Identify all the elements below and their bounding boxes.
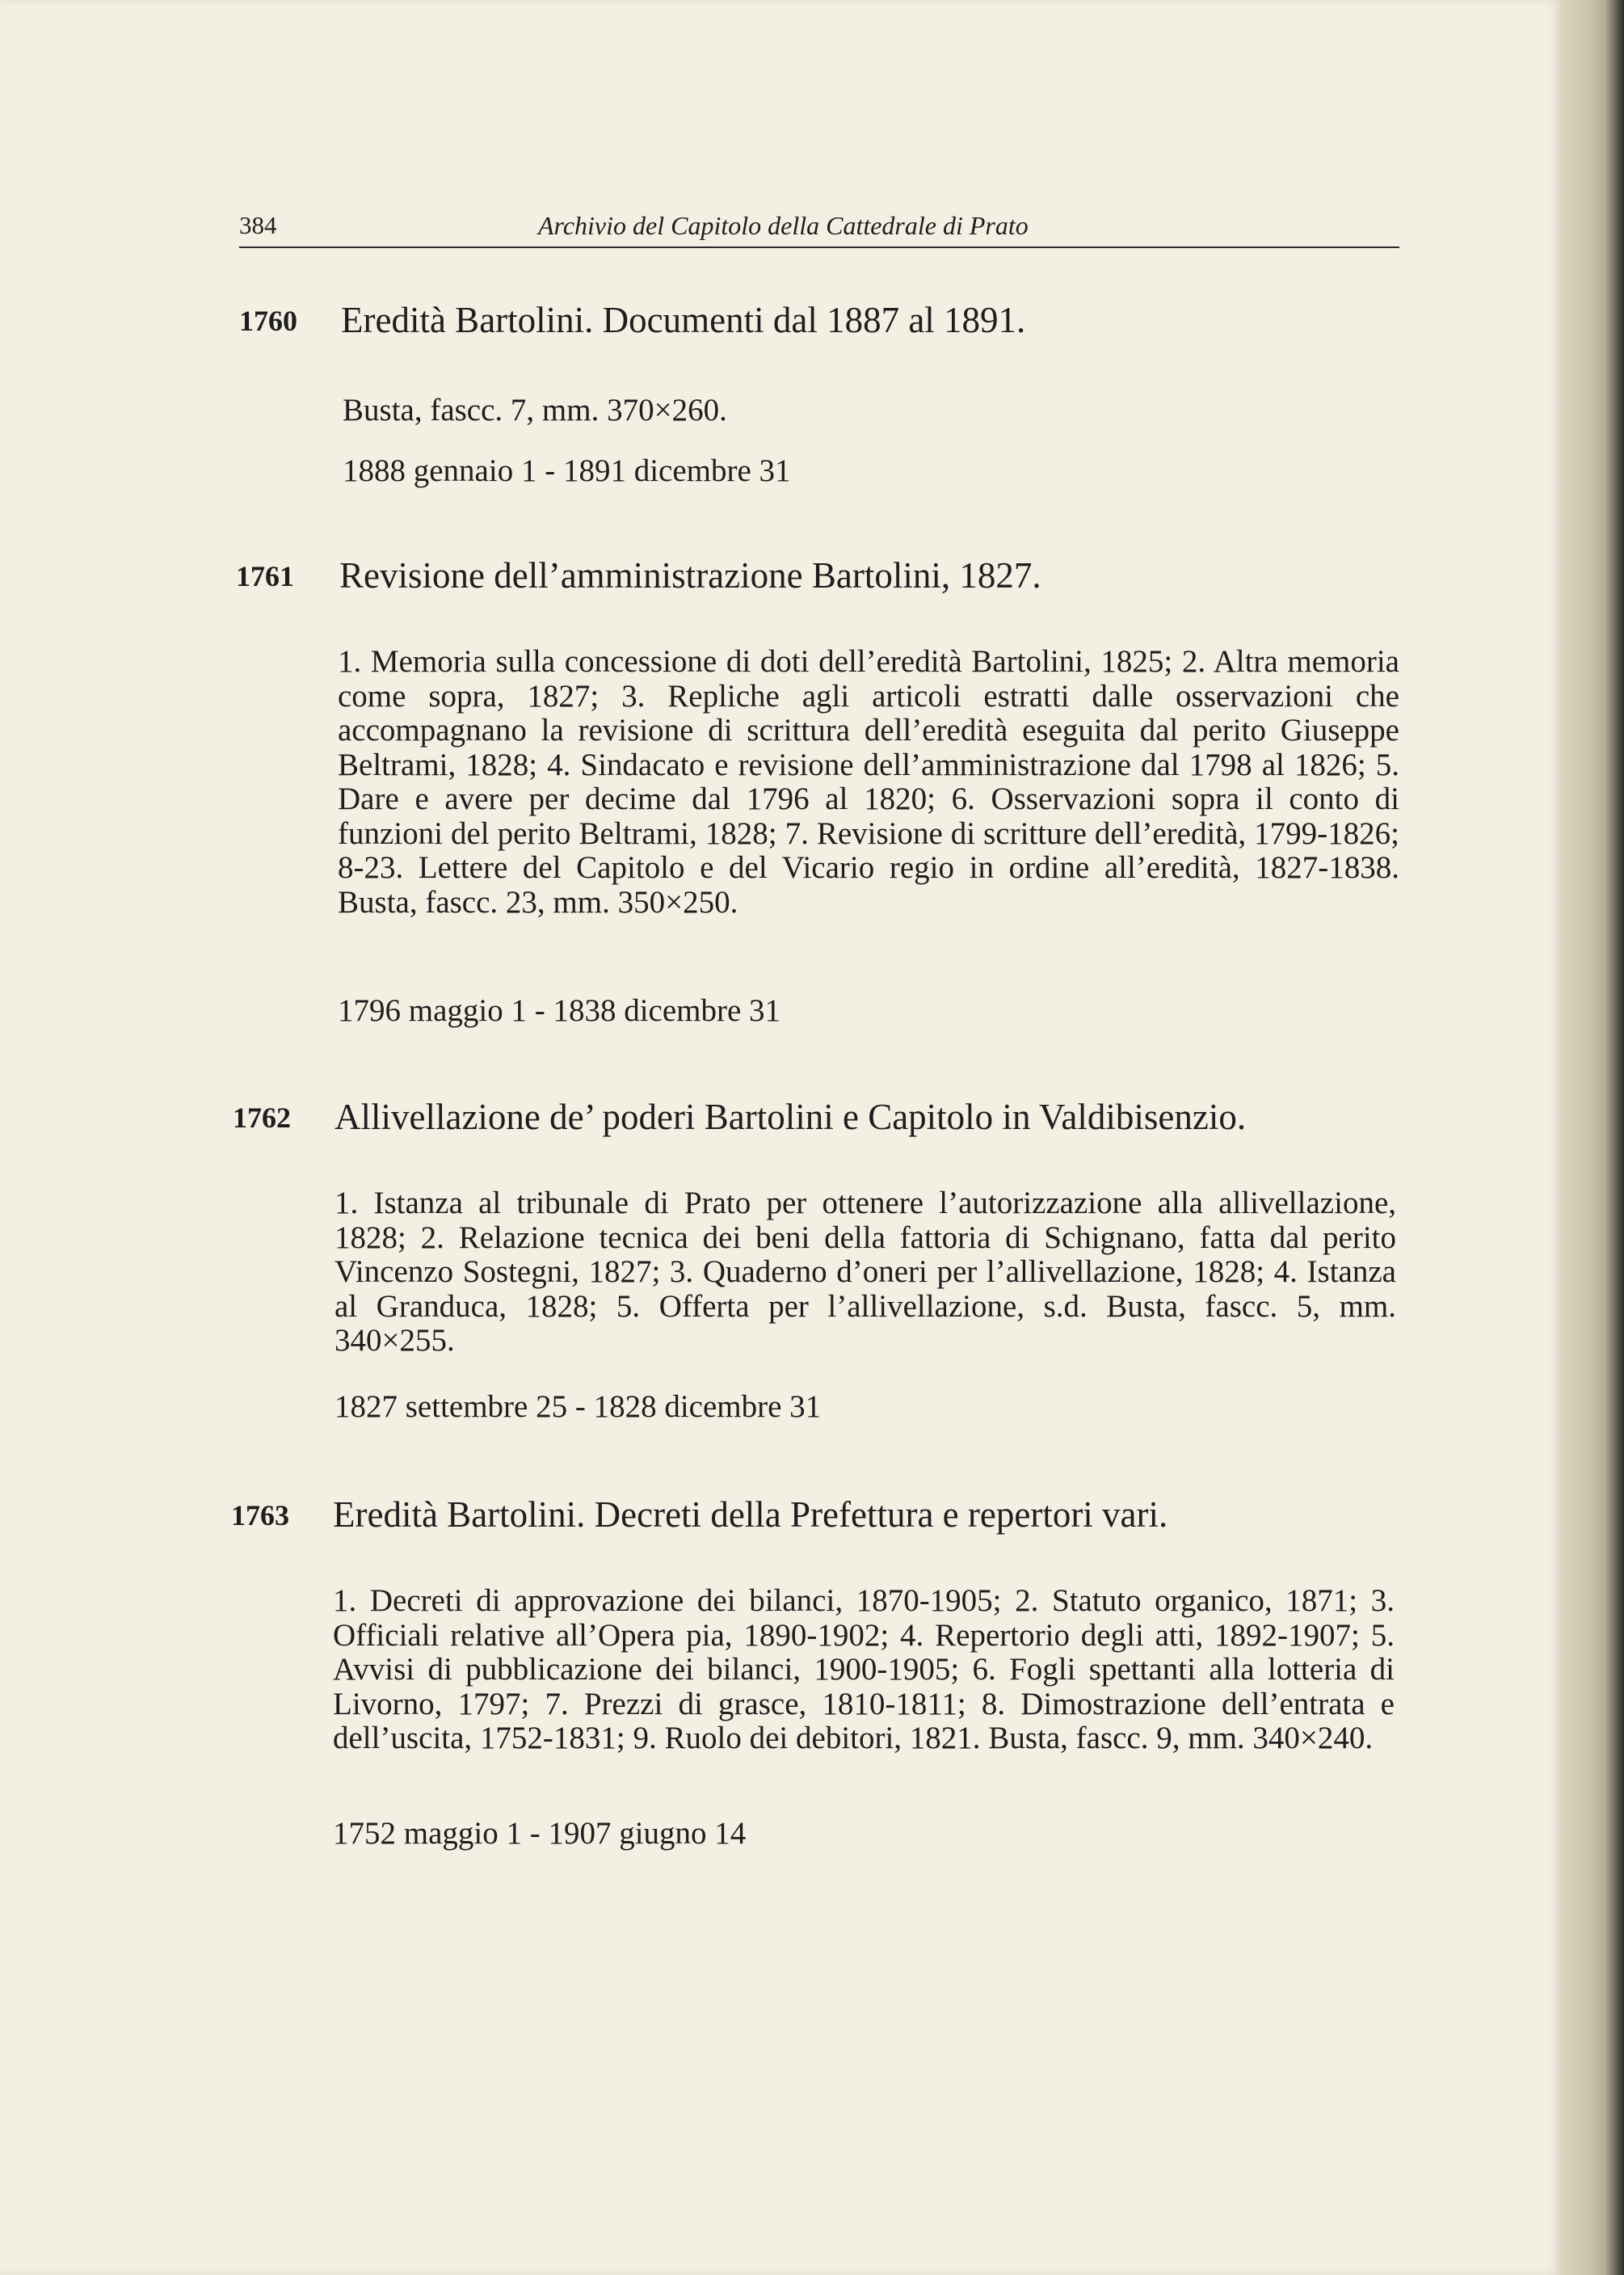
running-header (239, 206, 1399, 248)
entry-description: 1. Decreti di approvazione dei bilanci, 1870-1905; 2. Statuto organico, 1871; 3. Officiali relative all’Opera pia, 1890-1902; 4. Repertorio degli atti, 1892-1907; 5. Avvisi di pubblicazione dei bilanci, 1900-1905; 6. Fogli spettanti alla lotteria di Livorno, 1797; 7. Prezzi di grasce, 1810-1811; 8. Dimostrazione dell’entrata e dell’uscita, 1752-1831; 9. Ruolo dei debitori, 1821. Busta, fascc. 9, mm. 340×240. (333, 1583, 1395, 1755)
entry-description: 1. Memoria sulla concessione di doti dell’eredità Bartolini, 1825; 2. Altra memoria come sopra, 1827; 3. Repliche agli articoli estratti dalle osservazioni che accompagnano la revisione di scrittura dell’eredità eseguita dal perito Giuseppe Beltrami, 1828; 4. Sindacato e revisione dell’amministrazione dal 1798 al 1826; 5. Dare e avere per decime dal 1796 al 1820; 6. Osservazioni sopra il conto di funzioni del perito Beltrami, 1828; 7. Revisione di scritture dell’eredità, 1799-1826; 8-23. Lettere del Capitolo e del Vicario regio in ordine all’eredità, 1827-1838. Busta, fascc. 23, mm. 350×250. (338, 644, 1399, 920)
entry-number: 1761 (236, 560, 294, 592)
entry-number: 1763 (231, 1499, 289, 1531)
entry-title: Revisione dell’amministrazione Bartolini, 1827. (339, 555, 1041, 596)
entry-title: Eredità Bartolini. Documenti dal 1887 al 1891. (341, 300, 1026, 340)
entry-date: 1752 maggio 1 - 1907 giugno 14 (333, 1816, 747, 1851)
entry-busta: Busta, fascc. 7, mm. 370×260. (343, 393, 727, 428)
entry-description: 1. Istanza al tribunale di Prato per ottenere l’autorizzazione alla allivellazione, 1828; 2. Relazione tecnica dei beni della fattoria di Schignano, fatta dal perito Vincenzo Sostegni, 1827; 3. Quaderno d’oneri per l’allivellazione, 1828; 4. Istanza al Granduca, 1828; 5. Offerta per l’allivellazione, s.d. Busta, fascc. 5, mm. 340×255. (334, 1186, 1396, 1358)
page-edge-shadow (1559, 0, 1624, 2275)
entry-date: 1796 maggio 1 - 1838 dicembre 31 (338, 993, 781, 1028)
entry-title: Eredità Bartolini. Decreti della Prefettura e repertori vari. (333, 1494, 1168, 1535)
page-number: 384 (239, 211, 277, 239)
entry-number: 1760 (239, 305, 297, 337)
entry-date: 1888 gennaio 1 - 1891 dicembre 31 (343, 453, 791, 488)
entry-date: 1827 settembre 25 - 1828 dicembre 31 (334, 1389, 822, 1424)
entry-number: 1762 (233, 1102, 291, 1134)
entry-title: Allivellazione de’ poderi Bartolini e Capitolo in Valdibisenzio. (334, 1097, 1247, 1137)
running-title: Archivio del Capitolo della Cattedrale di Prato (538, 211, 1029, 240)
